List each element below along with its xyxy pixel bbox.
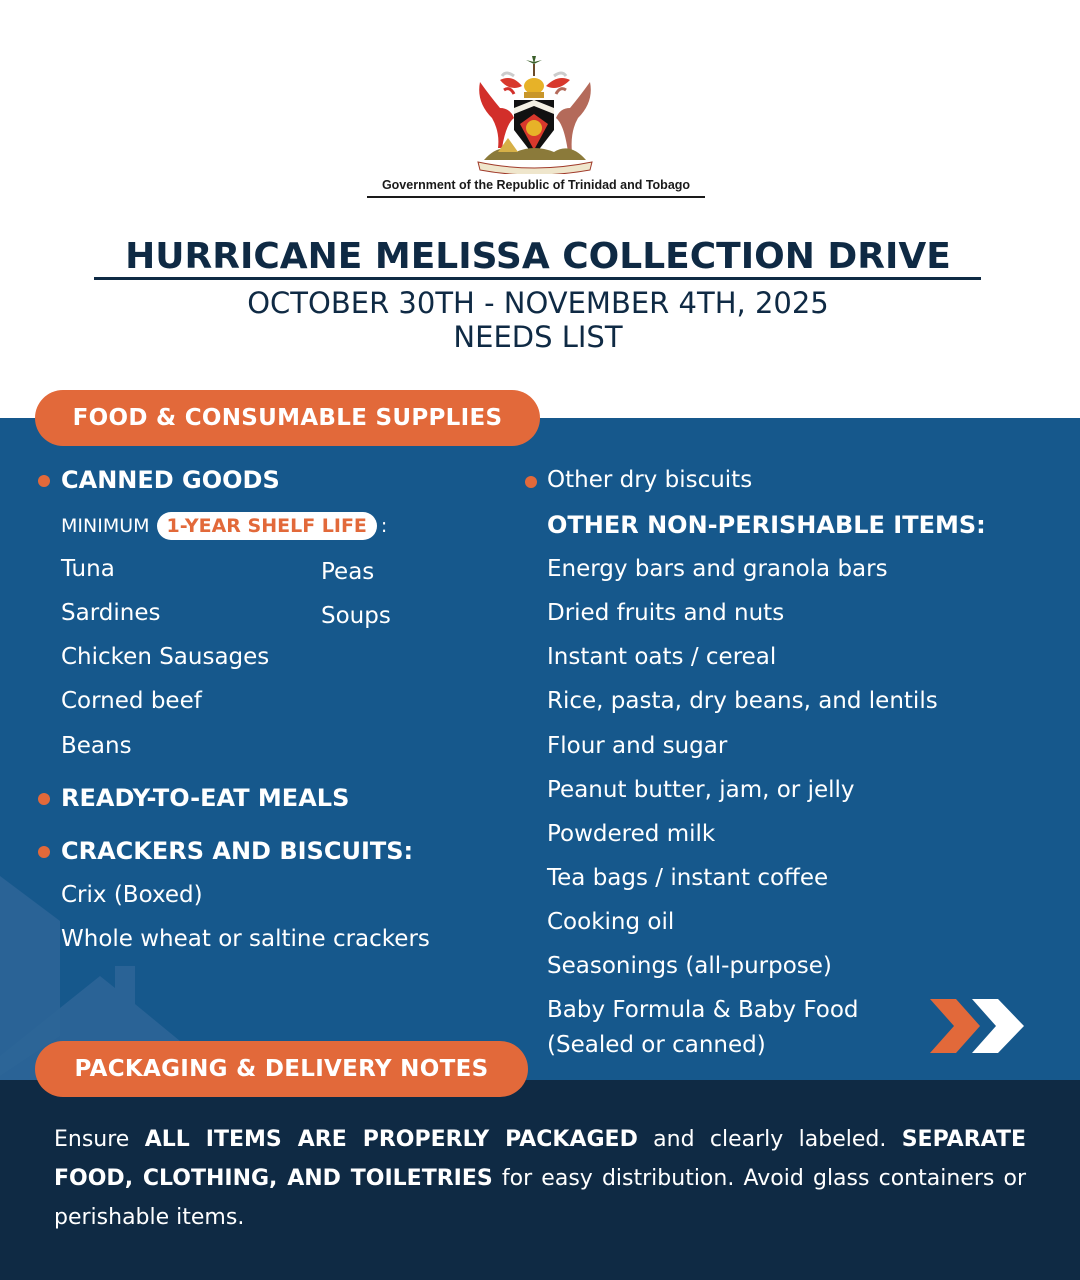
notes-emphasis: SEPARATE FOOD, CLOTHING, AND TOILETRIES bbox=[54, 1127, 1027, 1191]
bullet-icon bbox=[525, 476, 537, 488]
canned-goods-heading: CANNED GOODS bbox=[61, 466, 280, 494]
list-item: Chicken Sausages bbox=[61, 644, 270, 670]
non-perishable-heading: OTHER NON-PERISHABLE ITEMS: bbox=[547, 511, 986, 539]
list-item: Crix (Boxed) bbox=[61, 882, 203, 908]
list-item: Instant oats / cereal bbox=[547, 644, 777, 670]
food-supplies-label: FOOD & CONSUMABLE SUPPLIES bbox=[35, 390, 540, 446]
ready-to-eat-heading: READY-TO-EAT MEALS bbox=[61, 784, 350, 812]
colon: : bbox=[380, 515, 388, 537]
needs-list-subtitle: NEEDS LIST bbox=[453, 320, 623, 354]
page-title: HURRICANE MELISSA COLLECTION DRIVE bbox=[125, 236, 951, 277]
government-line: Government of the Republic of Trinidad and Tobago bbox=[381, 178, 691, 192]
list-item: Flour and sugar bbox=[547, 733, 728, 759]
list-item: (Sealed or canned) bbox=[547, 1032, 766, 1058]
double-chevron-right-icon bbox=[930, 999, 1026, 1053]
bullet-icon bbox=[38, 793, 50, 805]
notes-text: and clearly labeled. bbox=[637, 1127, 902, 1152]
list-item: Beans bbox=[61, 733, 132, 759]
bullet-icon bbox=[38, 475, 50, 487]
packaging-notes-text bbox=[54, 1120, 1026, 1237]
notes-emphasis: ALL ITEMS ARE PROPERLY PACKAGED bbox=[144, 1127, 638, 1152]
notes-text: for easy distribution. Avoid glass containers or perishable items. bbox=[54, 1166, 1026, 1230]
crackers-heading: CRACKERS AND BISCUITS: bbox=[61, 837, 414, 865]
list-item: Whole wheat or saltine crackers bbox=[61, 926, 430, 952]
list-item: Baby Formula & Baby Food bbox=[547, 997, 859, 1023]
list-item: Powdered milk bbox=[547, 821, 716, 847]
list-item: Energy bars and granola bars bbox=[547, 556, 888, 582]
minimum-label: MINIMUM bbox=[61, 515, 150, 537]
shelf-life-note bbox=[61, 512, 387, 540]
list-item: Other dry biscuits bbox=[547, 467, 753, 493]
list-item: Dried fruits and nuts bbox=[547, 600, 785, 626]
list-item: Rice, pasta, dry beans, and lentils bbox=[547, 688, 938, 714]
list-item: Tea bags / instant coffee bbox=[547, 865, 829, 891]
header bbox=[0, 0, 1080, 418]
notes-text: Ensure bbox=[54, 1127, 145, 1152]
list-item: Seasonings (all-purpose) bbox=[547, 953, 832, 979]
list-item: Cooking oil bbox=[547, 909, 675, 935]
list-item: Corned beef bbox=[61, 688, 202, 714]
coat-of-arms-icon bbox=[470, 52, 600, 174]
packaging-notes-label: PACKAGING & DELIVERY NOTES bbox=[35, 1041, 528, 1097]
divider bbox=[367, 196, 705, 198]
title-underline bbox=[94, 277, 981, 280]
list-item: Tuna bbox=[61, 556, 115, 582]
list-item: Sardines bbox=[61, 600, 161, 626]
bullet-icon bbox=[38, 846, 50, 858]
list-item: Soups bbox=[321, 603, 391, 629]
date-range: OCTOBER 30TH - NOVEMBER 4TH, 2025 bbox=[247, 286, 829, 320]
list-item: Peanut butter, jam, or jelly bbox=[547, 777, 855, 803]
list-item: Peas bbox=[321, 559, 375, 585]
shelf-life-badge: 1-YEAR SHELF LIFE bbox=[157, 512, 377, 540]
